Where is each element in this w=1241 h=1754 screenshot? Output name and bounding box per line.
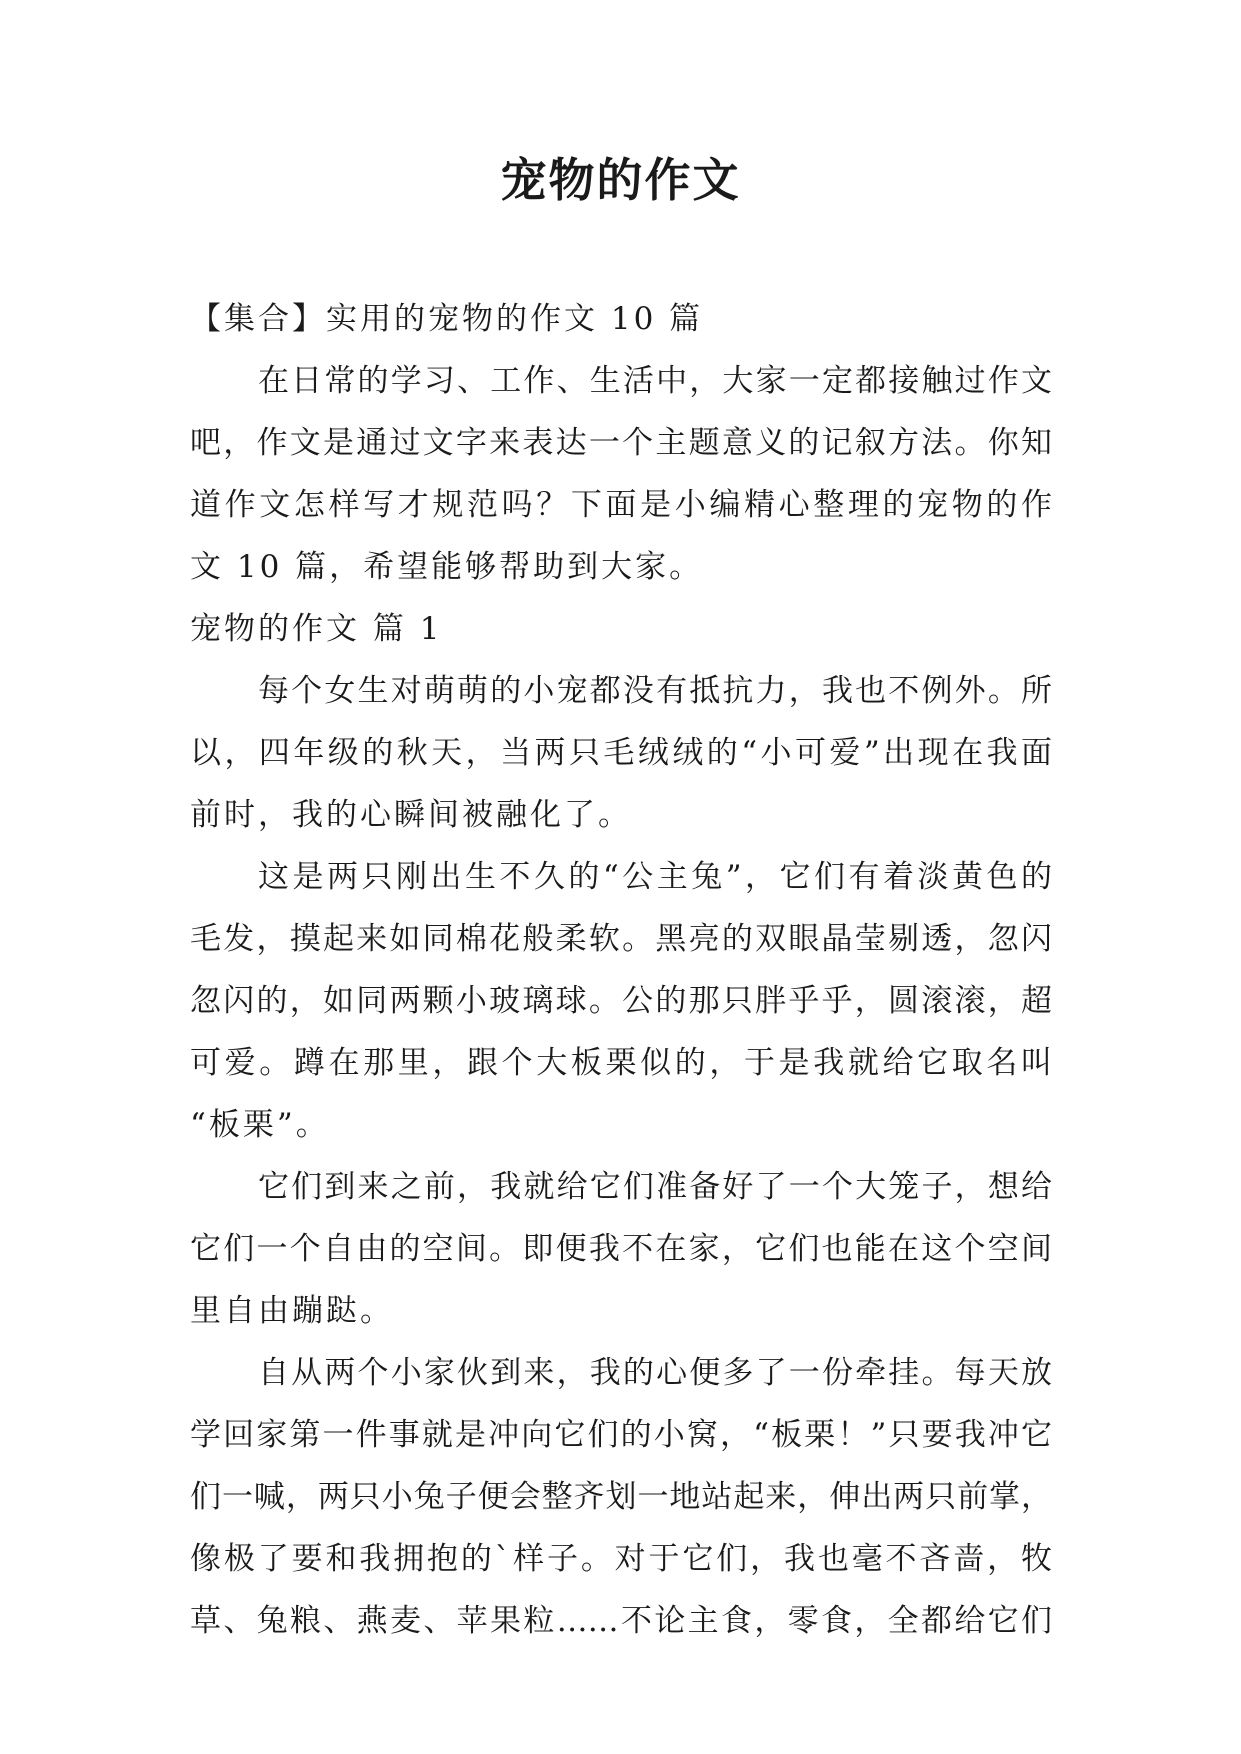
- text-line: 道作文怎样写才规范吗？下面是小编精心整理的宠物的作: [190, 487, 1052, 523]
- subtitle-line: 【集合】实用的宠物的作文 10 篇: [190, 301, 704, 337]
- text-line: 在日常的学习、工作、生活中，大家一定都接触过作文: [258, 363, 1052, 399]
- text-line: 像极了要和我拥抱的`样子。对于它们，我也毫不吝啬，牧: [190, 1541, 1052, 1577]
- text-line: 学回家第一件事就是冲向它们的小窝，“板栗！”只要我冲它: [190, 1417, 1052, 1453]
- text-line: 它们到来之前，我就给它们准备好了一个大笼子，想给: [258, 1169, 1052, 1205]
- text-line: 吧，作文是通过文字来表达一个主题意义的记叙方法。你知: [190, 425, 1052, 461]
- text-line: 自从两个小家伙到来，我的心便多了一份牵挂。每天放: [258, 1355, 1052, 1391]
- text-line: 草、兔粮、燕麦、苹果粒……不论主食，零食，全都给它们: [190, 1603, 1052, 1639]
- text-line: 以，四年级的秋天，当两只毛绒绒的“小可爱”出现在我面: [190, 735, 1052, 771]
- text-line: 们一喊，两只小兔子便会整齐划一地站起来，伸出两只前掌，: [190, 1479, 1052, 1515]
- text-line: 每个女生对萌萌的小宠都没有抵抗力，我也不例外。所: [258, 673, 1052, 709]
- document-body: [190, 288, 1052, 1652]
- text-line: 文 10 篇，希望能够帮助到大家。: [190, 549, 704, 585]
- text-line: 它们一个自由的空间。即便我不在家，它们也能在这个空间: [190, 1231, 1052, 1267]
- page-title: 宠物的作文: [500, 153, 741, 207]
- text-line: 这是两只刚出生不久的“公主兔”，它们有着淡黄色的: [258, 859, 1052, 895]
- text-line: 毛发，摸起来如同棉花般柔软。黑亮的双眼晶莹剔透，忽闪: [190, 921, 1052, 957]
- text-line: 里自由蹦跶。: [190, 1293, 394, 1329]
- text-line: “板栗”。: [190, 1107, 330, 1143]
- text-line: 忽闪的，如同两颗小玻璃球。公的那只胖乎乎，圆滚滚，超: [190, 983, 1052, 1019]
- text-line: 可爱。蹲在那里，跟个大板栗似的，于是我就给它取名叫: [190, 1045, 1052, 1081]
- section-heading: 宠物的作文 篇 1: [190, 611, 443, 647]
- text-line: 前时，我的心瞬间被融化了。: [190, 797, 632, 833]
